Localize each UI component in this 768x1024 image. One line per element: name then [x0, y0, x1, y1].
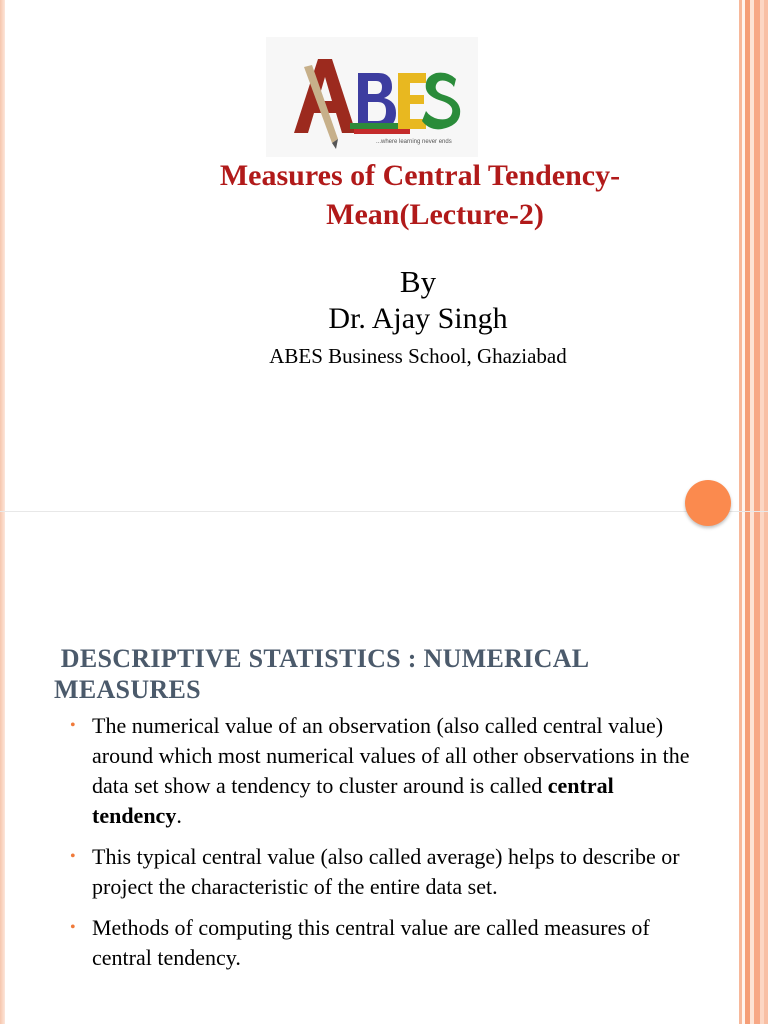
slide-left-border: [0, 0, 5, 512]
bullet-item: [70, 913, 700, 973]
bullet-icon: •: [70, 919, 76, 936]
bullet-icon: •: [70, 717, 76, 734]
content-slide: [0, 512, 768, 1024]
bullet-text-end: .: [176, 803, 182, 828]
by-label: By: [399, 264, 437, 299]
bullet-text: This typical central value (also called average) helps to describe or project the characteristic of the entire data set.: [92, 844, 680, 899]
svg-text:...where learning never ends: ...where learning never ends: [376, 139, 452, 145]
slide-left-border: [0, 512, 5, 1024]
heading-line-1: DESCRIPTIVE STATISTICS : NUMERICAL: [54, 644, 590, 673]
bullet-item: [70, 842, 700, 902]
title-line-2: Mean(Lecture-2): [326, 198, 544, 231]
heading-line-2: MEASURES: [54, 675, 201, 704]
abes-logo: [266, 37, 478, 157]
bullet-item: [70, 711, 700, 831]
slide-heading: [54, 643, 694, 705]
slide-right-stripes: [736, 512, 768, 1024]
bullet-icon: •: [70, 848, 76, 865]
author-name: Dr. Ajay Singh: [328, 302, 508, 335]
lecture-title: [140, 156, 700, 234]
bullet-bold-term: central tendency: [92, 773, 614, 828]
bullet-text: The numerical value of an observation (also called central value) around which most numerical values of all other observations in the data set show a tendency to cluster around is called: [92, 713, 690, 798]
title-line-1: Measures of Central Tendency-: [219, 159, 621, 192]
school-name: ABES Business School, Ghaziabad: [269, 344, 567, 368]
slide-decoration-circle: [685, 480, 731, 526]
bullet-text: Methods of computing this central value are called measures of central tendency.: [92, 915, 650, 970]
slide-right-stripes: [736, 0, 768, 512]
bullet-list: [70, 711, 700, 984]
